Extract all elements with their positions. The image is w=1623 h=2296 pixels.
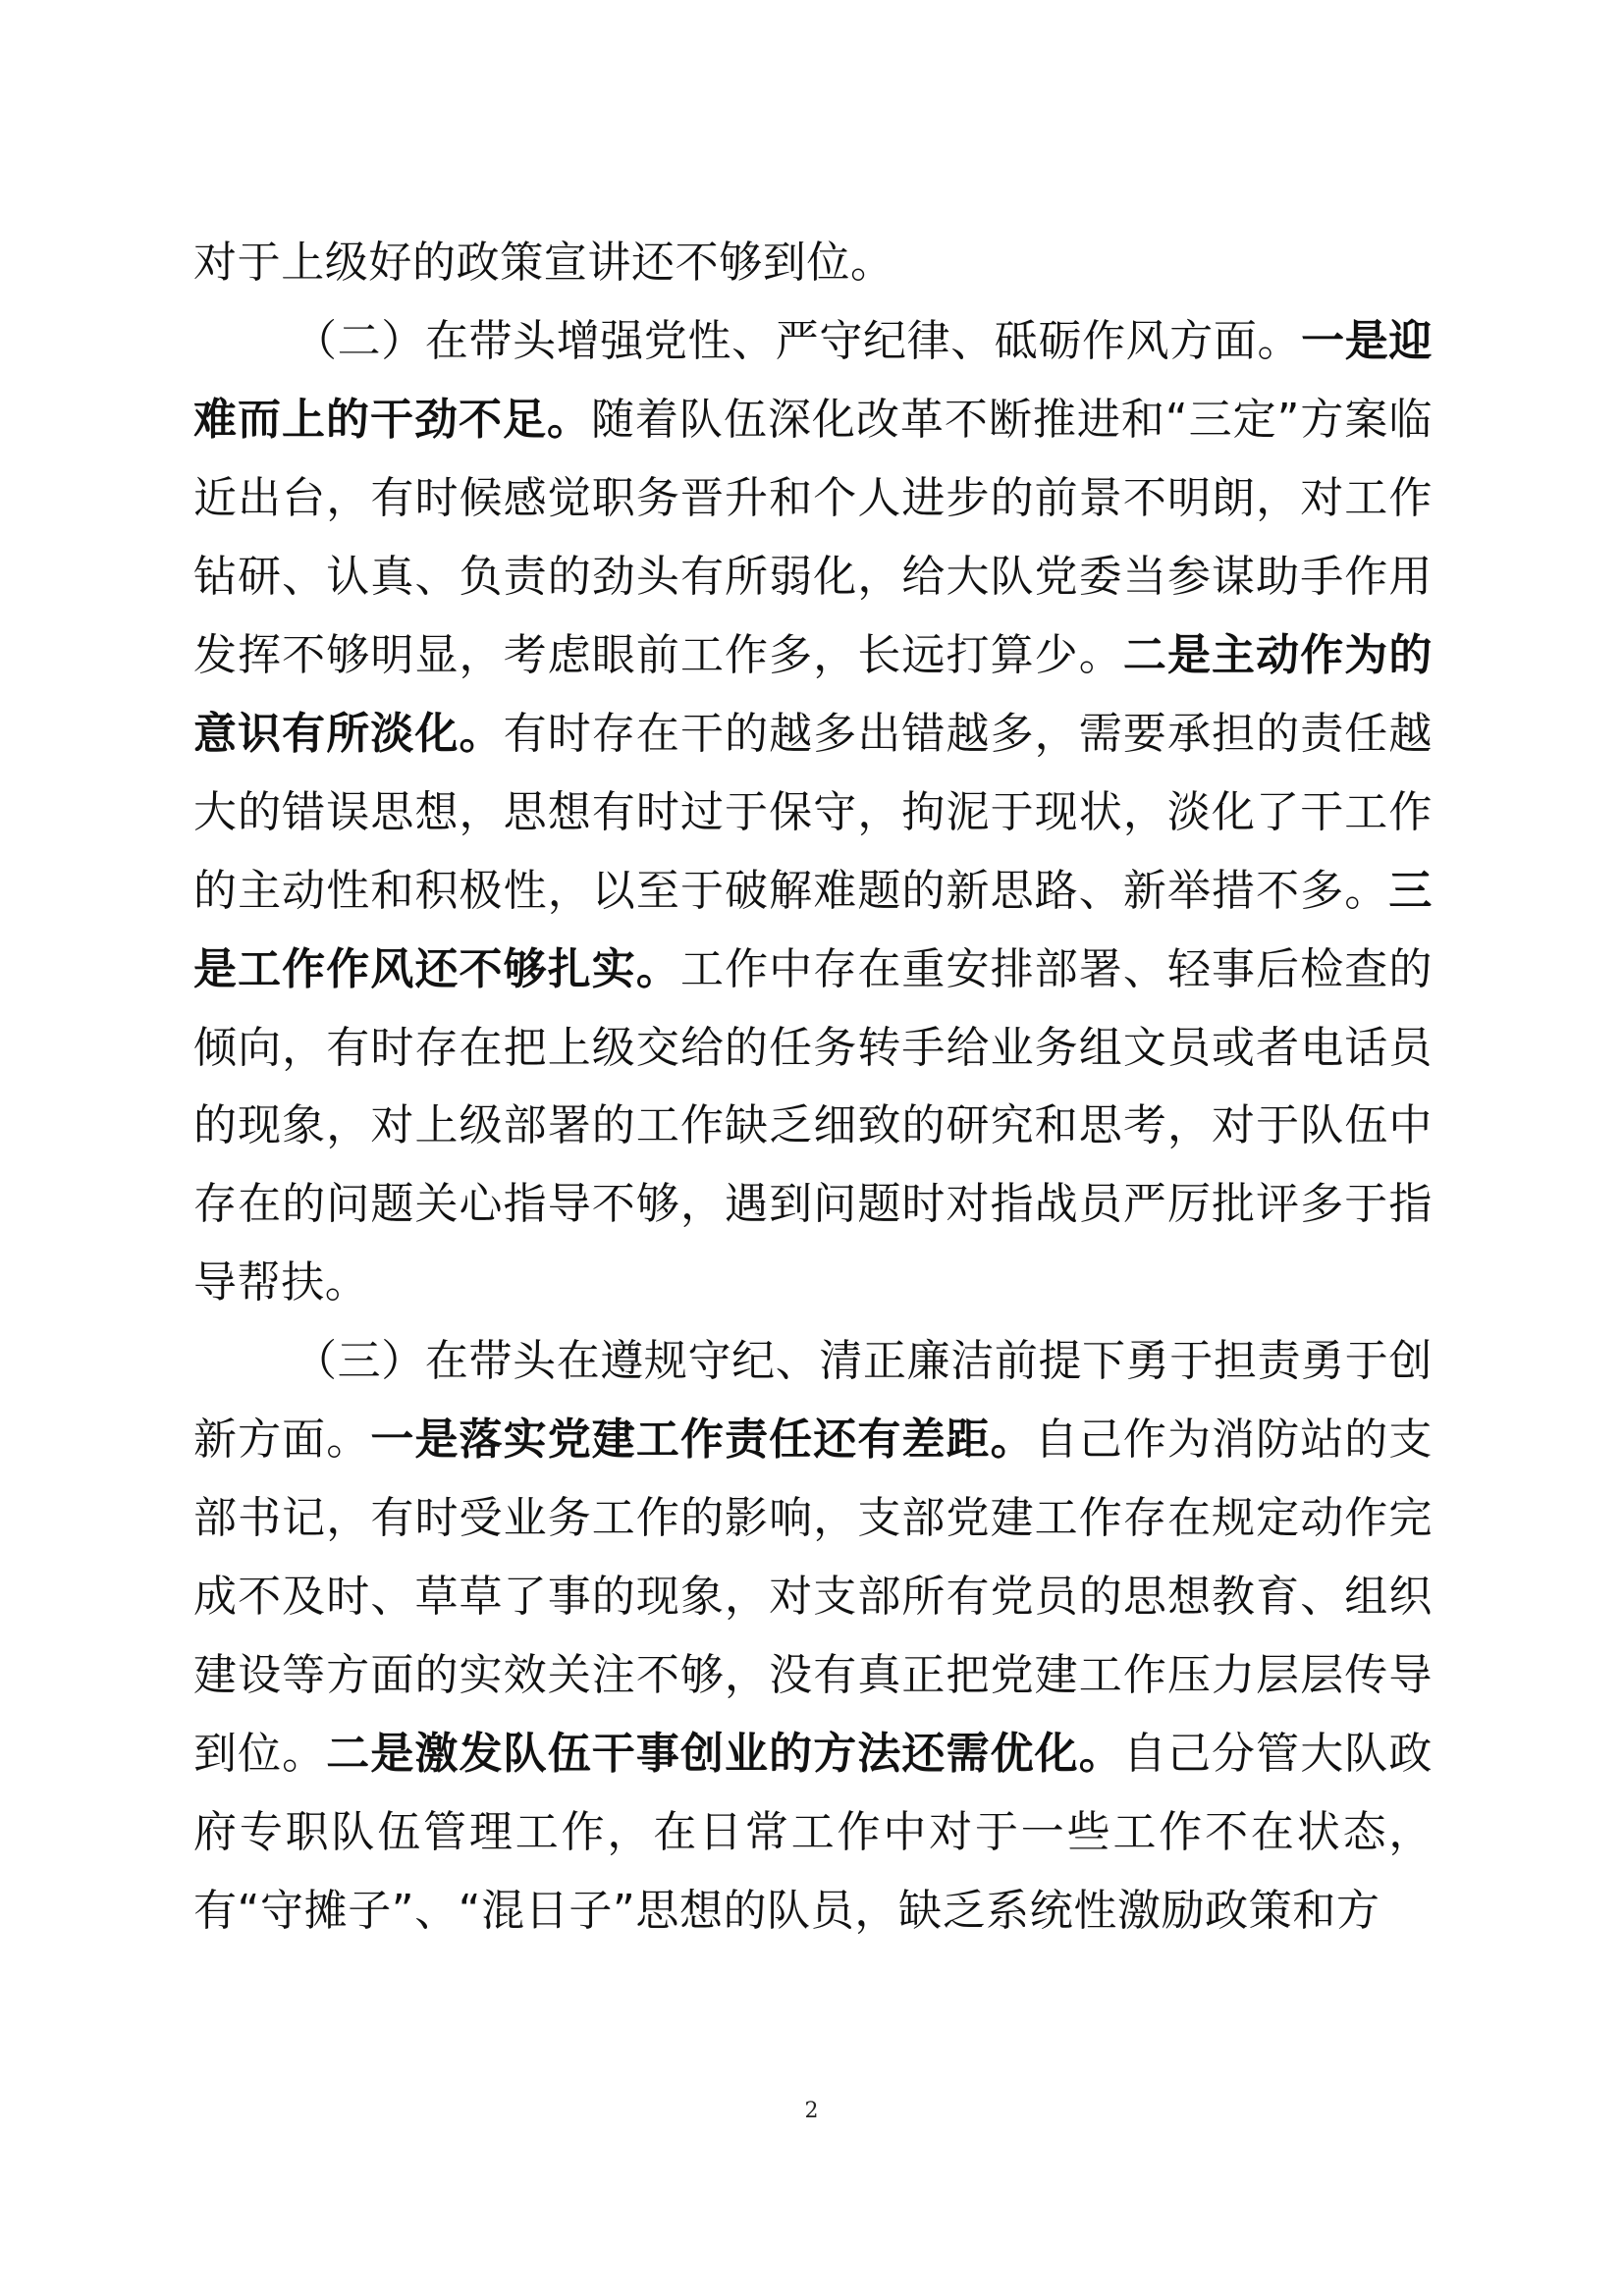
paragraph-3 [193,1322,1433,1950]
point-body-2-2: 有时存在干的越多出错越多，需要承担的责任越大的错误思想，思想有时过于保守，拘泥于现状，淡化了干工作的主动性和积极性，以至于破解难题的新思路、新举措不多。 [193,708,1433,916]
page-number: 2 [804,2099,819,2123]
point-body-2-1: 随着队伍深化改革不断推进和“三定”方案临近出台，有时候感觉职务晋升和个人进步的前景不明朗，对工作钻研、认真、负责的劲头有所弱化，给大队党委当参谋助手作用发挥不够明显，考虑眼前工作多，长远打算少。 [193,394,1433,680]
point-heading-2-2: 二是主动作为的意识有所淡化。 [193,629,1433,759]
document-body [193,224,1433,1950]
paragraph-1-text: 对于上级好的政策宣讲还不够到位。 [193,238,894,288]
section-heading-3: （三）在带头在遵规守纪、清正廉洁前提下勇于担责勇于创新方面。 [193,1336,1433,1466]
point-heading-3-1: 一是落实党建工作责任还有差距。 [370,1415,1035,1466]
point-heading-3-2: 二是激发队伍干事创业的方法还需优化。 [326,1729,1123,1780]
paragraph-1 [193,224,1433,302]
point-body-2-3: 工作中存在重安排部署、轻事后检查的倾向，有时存在把上级交给的任务转手给业务组文员或者电话员的现象，对上级部署的工作缺乏细致的研究和思考，对于队伍中存在的问题关心指导不够，遇到问题时对指战员严厉批评多于指导帮扶。 [193,943,1433,1308]
point-heading-2-3: 三是工作作风还不够扎实。 [193,865,1433,994]
point-body-3-1: 自己作为消防站的支部书记，有时受业务工作的影响，支部党建工作存在规定动作完成不及时、草草了事的现象，对支部所有党员的思想教育、组织建设等方面的实效关注不够，没有真正把党建工作压力层层传导到位。 [193,1415,1433,1780]
section-heading-2: （二）在带头增强党性、严守纪律、砥砺作风方面。 [294,315,1302,366]
point-heading-2-1: 一是迎难而上的干劲不足。 [193,315,1433,445]
paragraph-2 [193,302,1433,1322]
point-body-3-2: 自己分管大队政府专职队伍管理工作，在日常工作中对于一些工作不在状态，有“守摊子”、“混日子”思想的队员，缺乏系统性激励政策和方 [193,1729,1433,1937]
